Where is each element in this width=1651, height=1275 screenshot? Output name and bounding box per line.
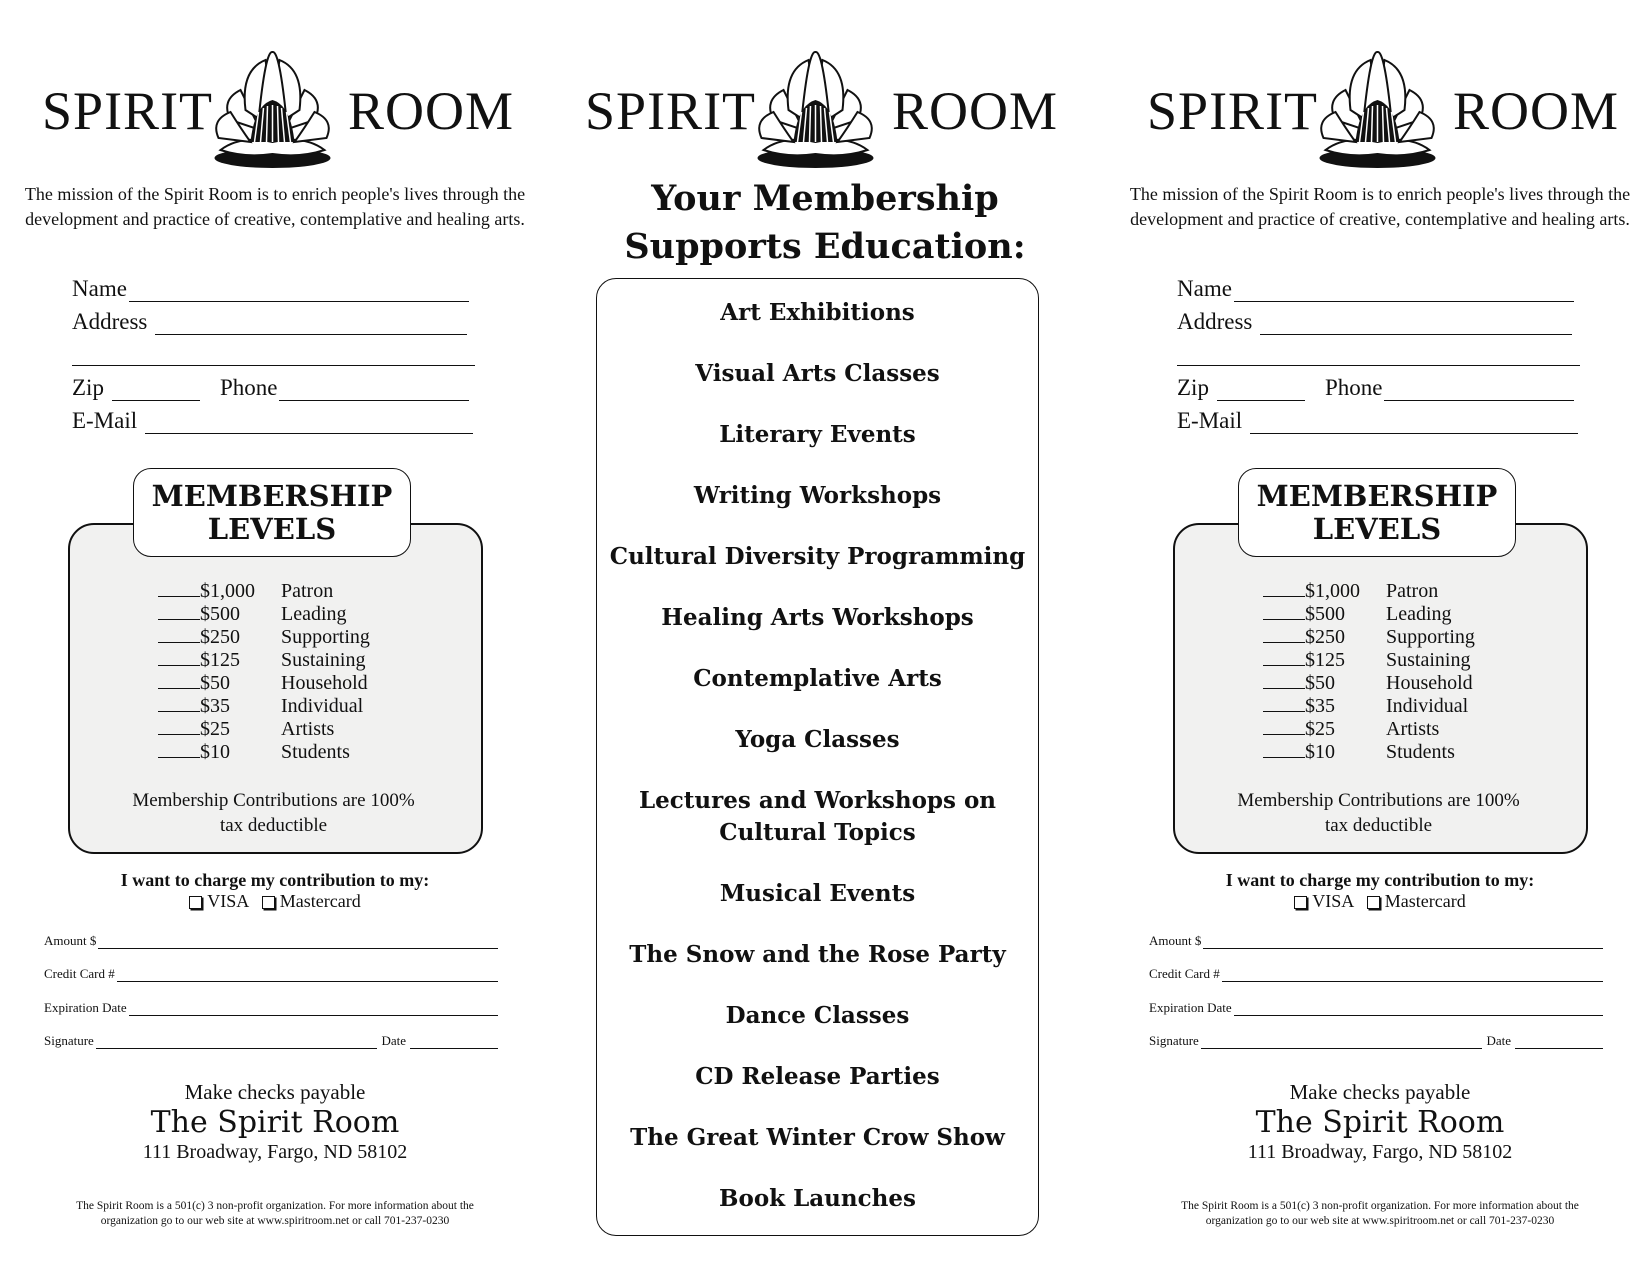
logo-word-spirit: SPIRIT: [585, 81, 757, 141]
visa-label: VISA: [1312, 891, 1354, 911]
address-line-2-rule[interactable]: [72, 343, 475, 366]
name-line[interactable]: [129, 279, 469, 302]
zip-line[interactable]: [112, 378, 200, 401]
membership-levels-box: [1173, 468, 1588, 852]
checks-org: The Spirit Room: [150, 1105, 400, 1140]
list-item: The Great Winter Crow Show: [630, 1124, 1005, 1151]
charge-section: [0, 870, 550, 912]
name-label: Name: [1177, 276, 1232, 301]
spirit-room-logo: [1105, 50, 1651, 160]
zip-phone-row: [72, 375, 469, 401]
level-item[interactable]: $500 Leading: [1263, 603, 1475, 626]
checks-address: 111 Broadway, Fargo, ND 58102: [1247, 1141, 1513, 1163]
mastercard-checkbox[interactable]: [262, 896, 275, 909]
lotus-flower-icon: [753, 50, 878, 170]
zip-label: Zip: [1177, 375, 1209, 400]
membership-title-line2: LEVELS: [207, 512, 337, 546]
footer-note: The Spirit Room is a 501(c) 3 non-profit organization. For more information about the organization go to our web site at www.spiritroom.net or call 701-237-0230: [1181, 1200, 1579, 1227]
address-line-2[interactable]: [1177, 343, 1580, 366]
level-item[interactable]: $125 Sustaining: [1263, 649, 1475, 672]
footer-note: The Spirit Room is a 501(c) 3 non-profit organization. For more information about the organization go to our web site at www.spiritroom.net or call 701-237-0230: [76, 1200, 474, 1227]
phone-label: Phone: [219, 375, 278, 400]
level-item[interactable]: $10 Students: [158, 741, 370, 764]
phone-label: Phone: [1324, 375, 1383, 400]
logo-word-room: ROOM: [348, 81, 515, 141]
name-field[interactable]: [72, 276, 469, 302]
zip-line[interactable]: [1217, 378, 1305, 401]
membership-levels-box: [68, 468, 483, 852]
spirit-room-logo: [565, 50, 1085, 160]
logo-word-spirit: SPIRIT: [1147, 81, 1319, 141]
list-item: Cultural Topics: [719, 819, 916, 846]
tax-note-line2: tax deductible: [219, 815, 328, 836]
list-item: Writing Workshops: [693, 482, 942, 509]
expiration-field[interactable]: Expiration Date: [44, 1000, 498, 1016]
education-list-frame: [596, 278, 1039, 1236]
checks-address: 111 Broadway, Fargo, ND 58102: [142, 1141, 408, 1163]
level-item[interactable]: $50 Household: [158, 672, 370, 695]
checks-org: The Spirit Room: [1255, 1105, 1505, 1140]
list-item: The Snow and the Rose Party: [629, 941, 1006, 968]
name-label: Name: [72, 276, 127, 301]
membership-title: [133, 468, 411, 557]
level-item[interactable]: $1,000 Patron: [1263, 580, 1475, 603]
logo-word-spirit: SPIRIT: [42, 81, 214, 141]
email-field[interactable]: [72, 408, 473, 434]
charge-section: [1105, 870, 1651, 912]
lotus-flower-icon: [210, 50, 335, 170]
mastercard-label: Mastercard: [1384, 891, 1466, 911]
address-line-2-rule[interactable]: [1177, 343, 1580, 366]
credit-card-field[interactable]: Credit Card #: [1149, 966, 1603, 982]
level-item[interactable]: $500 Leading: [158, 603, 370, 626]
mastercard-label: Mastercard: [279, 891, 361, 911]
email-line[interactable]: [145, 411, 473, 434]
level-item[interactable]: $250 Supporting: [158, 626, 370, 649]
lotus-flower-icon: [1315, 50, 1440, 170]
address-line[interactable]: [1260, 312, 1572, 335]
amount-field[interactable]: Amount $: [1149, 933, 1603, 949]
credit-card-field[interactable]: Credit Card #: [44, 966, 498, 982]
tax-note-line1: Membership Contributions are 100%: [1237, 790, 1520, 811]
visa-label: VISA: [207, 891, 249, 911]
list-item: Musical Events: [719, 880, 916, 907]
logo-word-room: ROOM: [892, 81, 1059, 141]
signature-field[interactable]: Signature Date: [44, 1033, 498, 1049]
level-item[interactable]: $25 Artists: [158, 718, 370, 741]
visa-checkbox[interactable]: [1294, 896, 1307, 909]
education-panel: [565, 0, 1085, 1275]
expiration-field[interactable]: Expiration Date: [1149, 1000, 1603, 1016]
level-item[interactable]: $35 Individual: [1263, 695, 1475, 718]
checks-payable: [1105, 1080, 1651, 1164]
amount-field[interactable]: Amount $: [44, 933, 498, 949]
zip-label: Zip: [72, 375, 104, 400]
list-item: Lectures and Workshops on: [638, 787, 997, 814]
education-headline: Your Membership Supports Education:: [624, 178, 1026, 267]
name-line[interactable]: [1234, 279, 1574, 302]
membership-levels-list: [1263, 580, 1475, 764]
membership-title-line1: MEMBERSHIP: [151, 479, 393, 513]
checks-line1: Make checks payable: [1289, 1080, 1471, 1104]
tax-note-line2: tax deductible: [1324, 815, 1433, 836]
list-item: Visual Arts Classes: [695, 360, 940, 387]
list-item: Literary Events: [719, 421, 916, 448]
logo-word-room: ROOM: [1453, 81, 1620, 141]
zip-phone-row: [1177, 375, 1574, 401]
level-item[interactable]: $125 Sustaining: [158, 649, 370, 672]
address-field[interactable]: [72, 309, 467, 335]
spirit-room-logo: [0, 50, 550, 160]
level-item[interactable]: $10 Students: [1263, 741, 1475, 764]
level-item[interactable]: $1,000 Patron: [158, 580, 370, 603]
email-line[interactable]: [1250, 411, 1578, 434]
list-item: Contemplative Arts: [693, 665, 942, 692]
level-item[interactable]: $250 Supporting: [1263, 626, 1475, 649]
signature-field[interactable]: Signature Date: [1149, 1033, 1603, 1049]
tax-deductible-note: [68, 788, 479, 838]
email-field[interactable]: [1177, 408, 1578, 434]
list-item: Healing Arts Workshops: [661, 604, 974, 631]
charge-title: I want to charge my contribution to my:: [120, 870, 430, 890]
email-label: E-Mail: [1177, 408, 1243, 433]
level-item[interactable]: $50 Household: [1263, 672, 1475, 695]
membership-form-panel-left: [0, 0, 550, 1275]
list-item: Book Launches: [719, 1185, 916, 1212]
mission-statement: The mission of the Spirit Room is to enrich people's lives through the development and practice of creative, contemplative and healing arts.: [24, 184, 526, 229]
name-field[interactable]: [1177, 276, 1574, 302]
email-label: E-Mail: [72, 408, 138, 433]
visa-checkbox[interactable]: [189, 896, 202, 909]
checks-payable: [0, 1080, 550, 1164]
mastercard-checkbox[interactable]: [1367, 896, 1380, 909]
membership-title: [1238, 468, 1516, 557]
address-label: Address: [72, 309, 148, 334]
membership-levels-list: [158, 580, 370, 764]
list-item: CD Release Parties: [695, 1063, 940, 1090]
tax-note-line1: Membership Contributions are 100%: [132, 790, 415, 811]
membership-title-line2: LEVELS: [1312, 512, 1442, 546]
list-item: Art Exhibitions: [720, 299, 915, 326]
phone-line[interactable]: [1384, 378, 1574, 401]
membership-form-panel-right: [1105, 0, 1651, 1275]
list-item: Yoga Classes: [735, 726, 900, 753]
charge-title: I want to charge my contribution to my:: [1225, 870, 1535, 890]
tax-deductible-note: [1173, 788, 1584, 838]
level-item[interactable]: $35 Individual: [158, 695, 370, 718]
list-item: Dance Classes: [725, 1002, 910, 1029]
address-line[interactable]: [155, 312, 467, 335]
address-line-2[interactable]: [72, 343, 475, 366]
mission-statement: The mission of the Spirit Room is to enrich people's lives through the development and practice of creative, contemplative and healing arts.: [1129, 184, 1631, 229]
membership-title-line1: MEMBERSHIP: [1256, 479, 1498, 513]
checks-line1: Make checks payable: [184, 1080, 366, 1104]
address-label: Address: [1177, 309, 1253, 334]
phone-line[interactable]: [279, 378, 469, 401]
list-item: Cultural Diversity Programming: [609, 543, 1026, 570]
level-item[interactable]: $25 Artists: [1263, 718, 1475, 741]
address-field[interactable]: [1177, 309, 1572, 335]
